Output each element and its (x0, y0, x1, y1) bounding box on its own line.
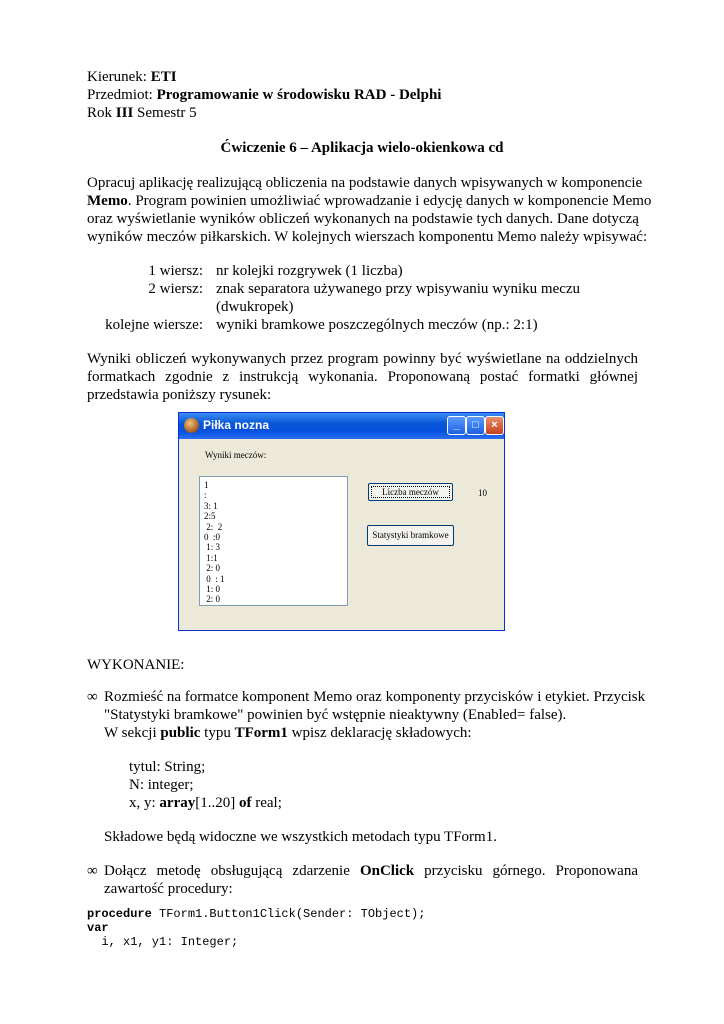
window-titlebar (179, 413, 504, 439)
decl-text-c: [1..20] (195, 795, 239, 811)
przedmiot-value: Programowanie w środowisku RAD - Delphi (156, 87, 442, 103)
procedure-keyword: procedure (87, 907, 152, 921)
decl-text-a: x, y: (129, 795, 160, 811)
results-line-2: formatkach zgodnie z instrukcją wykonania. Proponowaną postać formatki głównej (87, 369, 638, 385)
decl-line-1: tytul: String; (129, 759, 206, 775)
intro-line-2-rest: . Program powinien umożliwiać wprowadzanie i edycję danych w komponencie Memo (127, 193, 652, 209)
step2-text-c: przycisku górnego. Proponowana (414, 863, 638, 879)
decl-line-3 (129, 794, 282, 812)
memo-line: 0 :0 (204, 532, 221, 542)
rok-line (87, 104, 197, 122)
wyniki-label: Wyniki meczów: (205, 450, 267, 460)
memo-line: 1: 3 (204, 542, 221, 553)
row-value-2b: (dwukropek) (216, 299, 294, 315)
maximize-button[interactable]: □ (466, 416, 485, 435)
row-label-1: 1 wiersz: (148, 263, 203, 279)
minimize-button[interactable]: _ (447, 416, 466, 435)
row-label-2: 2 wiersz: (148, 281, 203, 297)
step2-line-1 (104, 862, 638, 880)
memo-line: 1: 0 (204, 584, 221, 594)
step1-text-e: wpisz deklarację składowych: (287, 725, 472, 741)
memo-line: 2: 0 (204, 563, 221, 574)
intro-line-2 (87, 192, 652, 210)
kierunek-label: Kierunek: (87, 69, 151, 85)
step2-text-a: Dołącz metodę obsługującą zdarzenie (104, 863, 360, 879)
przedmiot-label: Przedmiot: (87, 87, 157, 103)
memo-bold: Memo (87, 193, 128, 209)
intro-line-1: Opracuj aplikację realizującą obliczenia na podstawie danych wpisywanych w komponencie (87, 175, 643, 191)
memo-line: 3: 1 (204, 500, 218, 511)
close-button[interactable]: × (485, 416, 504, 435)
visibility-note: Składowe będą widoczne we wszystkich metodach typu TForm1. (104, 829, 497, 845)
code-line-2 (87, 921, 109, 935)
onclick-keyword: OnClick (359, 863, 415, 879)
public-keyword: public (160, 725, 201, 741)
memo-line: 1 (204, 480, 209, 490)
count-value: 10 (478, 488, 487, 498)
decl-line-2: N: integer; (129, 777, 194, 793)
wykonanie-heading: WYKONANIE: (87, 657, 185, 673)
memo-line: 0 : 1 (204, 573, 225, 584)
rok-value: III (115, 105, 134, 121)
memo-field[interactable] (199, 476, 348, 606)
przedmiot-line (87, 86, 441, 104)
code-line-1-rest: TForm1.Button1Click(Sender: TObject); (151, 907, 426, 921)
step1-text-c: typu (200, 725, 235, 741)
rok-label: Rok (87, 105, 116, 121)
row-value-3: wyniki bramkowe poszczególnych meczów (np.: 2:1) (216, 317, 538, 333)
var-keyword: var (87, 921, 109, 935)
memo-line: 2: 0 (204, 594, 221, 605)
memo-line: 2:5 (204, 511, 216, 522)
row-label-3: kolejne wiersze: (105, 317, 203, 333)
row-value-1: nr kolejki rozgrywek (1 liczba) (216, 263, 403, 279)
statystyki-button[interactable]: Statystyki bramkowe (367, 525, 454, 546)
code-line-1 (87, 907, 425, 921)
code-line-3: i, x1, y1: Integer; (87, 935, 239, 949)
memo-line: : (204, 490, 207, 501)
memo-line: 1:1 (204, 552, 218, 563)
semestr-text: Semestr 5 (133, 105, 197, 121)
exercise-title: Ćwiczenie 6 – Aplikacja wielo-okienkowa cd (220, 140, 504, 156)
results-line-1: Wyniki obliczeń wykonywanych przez program powinny być wyświetlane na oddzielnych (87, 351, 638, 367)
step1-text-a: W sekcji (104, 725, 161, 741)
results-line-3: przedstawia poniższy rysunek: (87, 387, 272, 403)
array-keyword: array (159, 795, 196, 811)
of-keyword: of (239, 795, 252, 811)
step1-line-2: "Statystyki bramkowe" powinien być wstępnie nieaktywny (Enabled= false). (104, 707, 567, 723)
window-title: Piłka nozna (203, 418, 270, 432)
step2-line-2: zawartość procedury: (104, 881, 233, 897)
kierunek-value: ETI (150, 69, 177, 85)
liczba-meczow-button[interactable]: Liczba meczów (368, 483, 453, 501)
tform1-keyword: TForm1 (234, 725, 288, 741)
step1-line-3 (104, 724, 472, 742)
step1-line-1: Rozmieść na formatce komponent Memo oraz komponenty przycisków i etykiet. Przycisk (104, 689, 646, 705)
kierunek-line (87, 68, 177, 86)
row-value-2: znak separatora używanego przy wpisywaniu wyniku meczu (216, 281, 581, 297)
ball-icon (184, 418, 199, 433)
bullet-icon: ∞ (87, 863, 98, 879)
memo-line: 2: 2 (204, 521, 223, 532)
bullet-icon: ∞ (87, 689, 98, 705)
decl-text-e: real; (251, 795, 282, 811)
intro-line-4: wyników meczów piłkarskich. W kolejnych wierszach komponentu Memo należy wpisywać: (87, 229, 648, 245)
intro-line-3: oraz wyświetlanie wyników obliczeń wykonanych na podstawie tych danych. Dane dotyczą (87, 211, 639, 227)
